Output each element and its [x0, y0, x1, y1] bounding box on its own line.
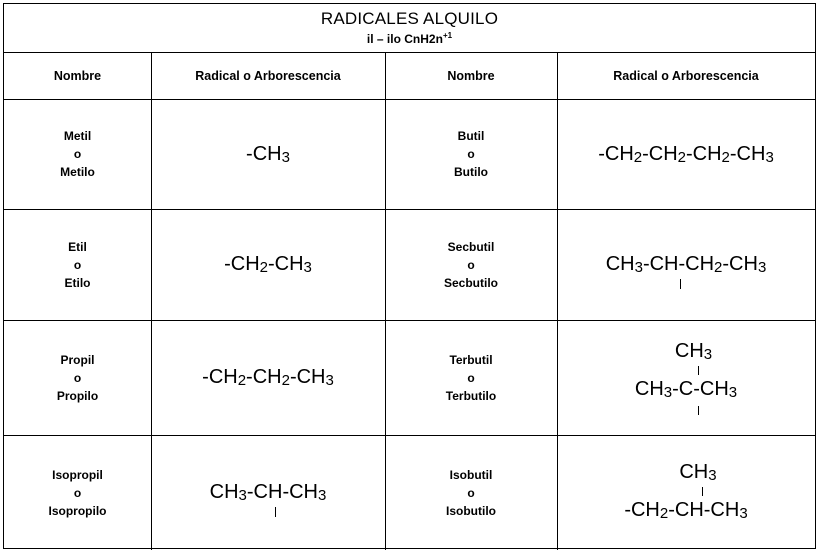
radical-name-secbutil: Secbutil o Secbutilo — [443, 239, 498, 290]
bond-line — [680, 279, 681, 289]
radical-name-terbutil: Terbutil o Terbutilo — [445, 352, 497, 403]
formula-terbutil: $CH_3$ $CH_3-C-CH_3$ — [557, 320, 815, 435]
bond-line — [702, 487, 703, 496]
column-header-radical: Radical o Arborescencia — [195, 69, 341, 83]
bond-line — [275, 507, 276, 517]
radical-name-metil: Metil o Metilo — [60, 129, 95, 179]
table-title-block — [4, 4, 815, 53]
formula-secbutil: $CH_3-CH-CH_2-CH_3$ — [557, 209, 815, 320]
column-header-nombre: Nombre — [53, 69, 102, 83]
radical-name-isobutil: Isobutil o Isobutilo — [446, 467, 496, 518]
radical-name-propil: Propil o Propilo — [56, 352, 99, 403]
radical-name-etil: Etil o Etilo — [64, 239, 91, 290]
bond-line — [698, 366, 699, 375]
formula-isobutil: $CH_3$ $-CH_2-CH-CH_3$ — [624, 461, 748, 522]
formula-metil: $-CH_3$ — [246, 142, 290, 166]
subtitle-superscript: +1 — [442, 31, 453, 40]
formula-etil: $-CH_2-CH_3$ — [224, 253, 312, 276]
column-header-nombre: Nombre — [447, 69, 495, 83]
table-title: RADICALES ALQUILO — [320, 9, 499, 28]
column-header-radical: Radical o Arborescencia — [613, 69, 759, 83]
bond-line — [698, 406, 699, 415]
table-subtitle: il – ilo $CnH2n^{+1}$ — [366, 31, 453, 46]
radical-name-butil: Butil o Butilo — [454, 129, 488, 179]
radicales-table — [3, 3, 816, 549]
radical-name-isopropil: Isopropil o Isopropilo — [48, 467, 107, 518]
formula-isopropil: $CH_3-CH-CH_3$ — [151, 435, 385, 550]
formula-butil: $-CH_2-CH_2-CH_2-CH_3$ — [598, 142, 774, 166]
formula-propil: $-CH_2-CH_2-CH_3$ — [202, 366, 334, 389]
